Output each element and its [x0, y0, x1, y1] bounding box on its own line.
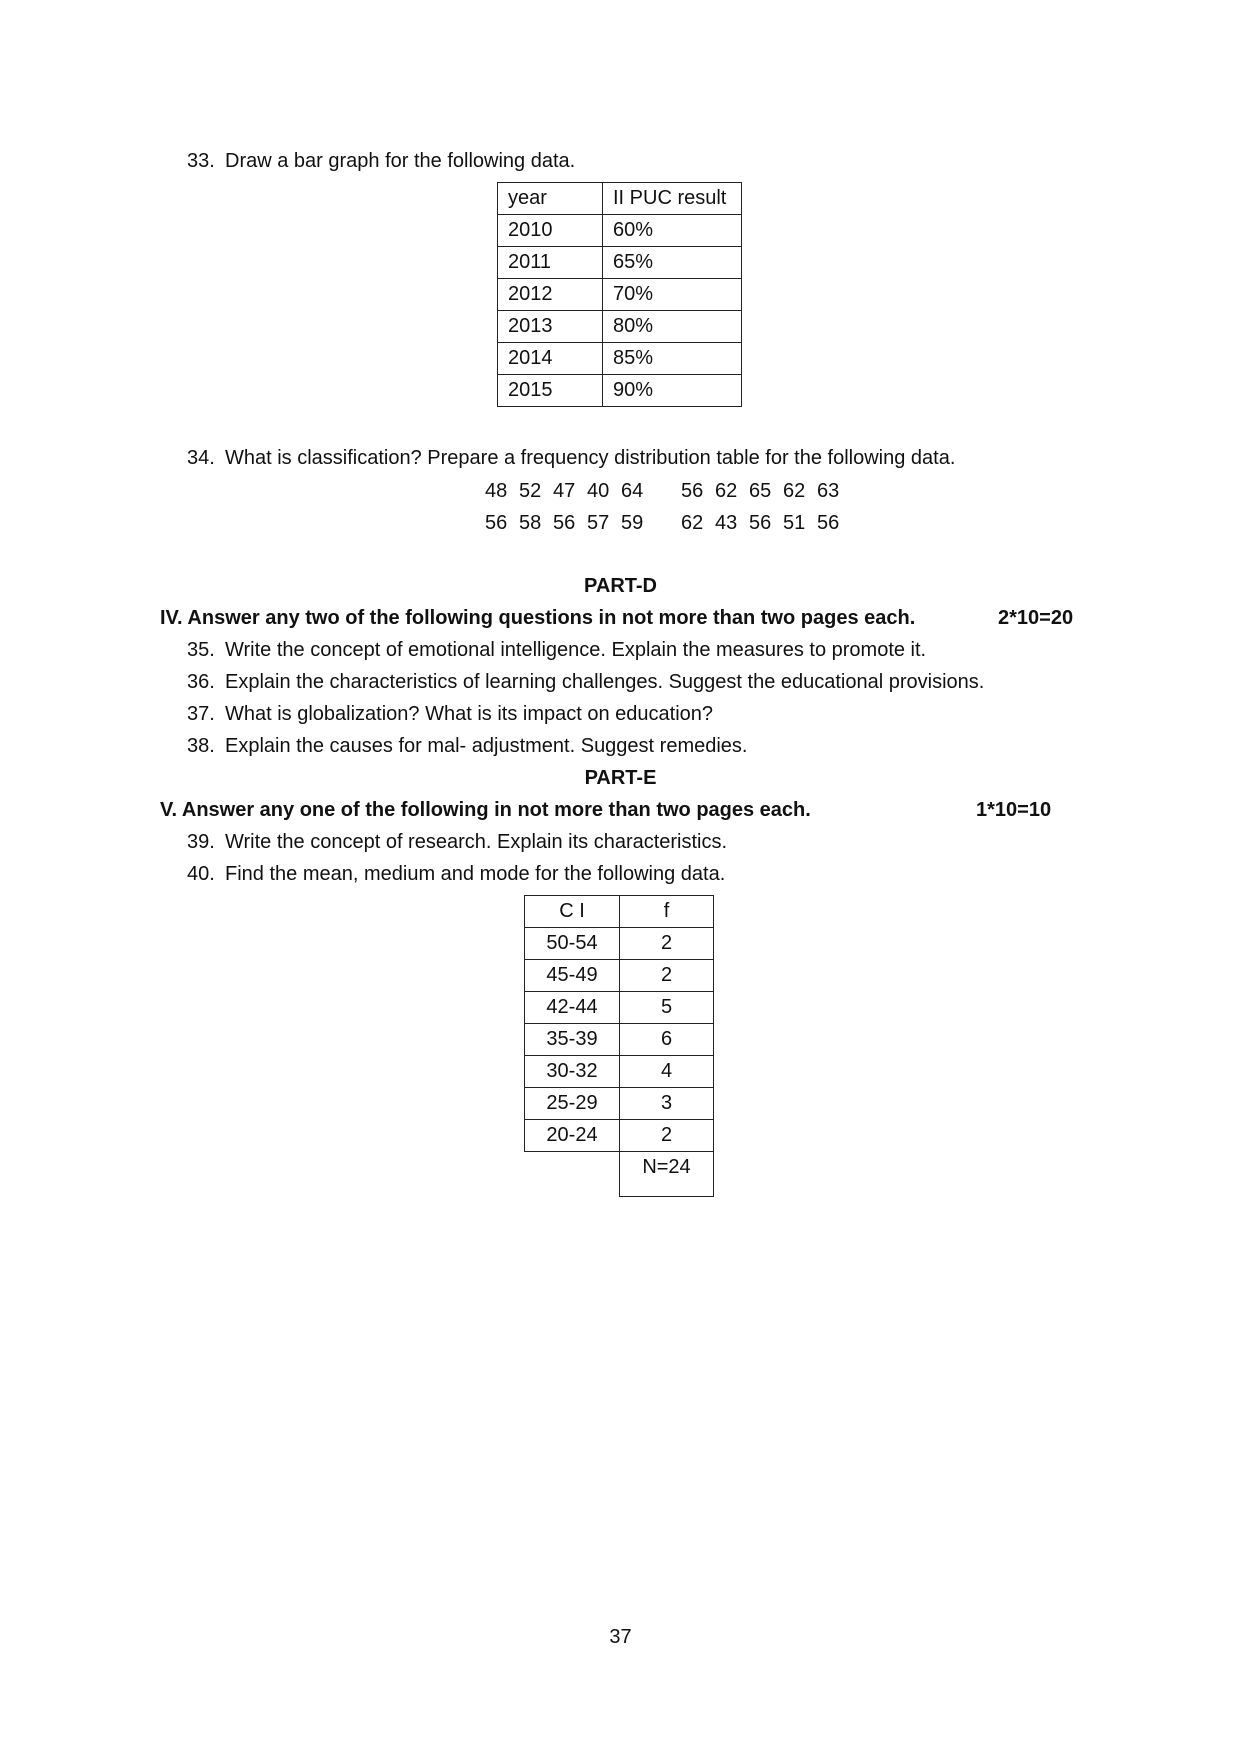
data-value: 56: [681, 480, 704, 502]
table-cell: 5: [620, 992, 714, 1024]
question-number: 35.: [187, 639, 215, 661]
data-value: 56: [817, 512, 840, 534]
question-text: What is classification? Prepare a frequency distribution table for the following data.: [225, 447, 956, 469]
table-header: year: [498, 183, 603, 215]
part-d-marks: 2*10=20: [998, 607, 1074, 629]
question-text: Write the concept of research. Explain its characteristics.: [225, 831, 728, 853]
question-number: 39.: [187, 831, 215, 853]
table-cell: 2014: [498, 343, 603, 375]
data-value: 56: [749, 512, 772, 534]
table-cell: 20-24: [525, 1120, 620, 1152]
question-number: 34.: [187, 447, 215, 469]
table-blank-cell: [525, 1152, 620, 1197]
part-d-heading: PART-D: [584, 575, 657, 597]
table-cell: 2011: [498, 247, 603, 279]
table-header: II PUC result: [603, 183, 742, 215]
data-value: 62: [681, 512, 704, 534]
table-row: [498, 247, 742, 279]
table-cell: 25-29: [525, 1088, 620, 1120]
data-value: 56: [553, 512, 576, 534]
table-row: [525, 992, 714, 1024]
table-row: [525, 960, 714, 992]
question-39: [187, 831, 727, 854]
part-d-instruction: IV. Answer any two of the following questions in not more than two pages each.: [160, 607, 916, 629]
question-text: Explain the causes for mal- adjustment. Suggest remedies.: [225, 735, 748, 757]
table-cell: 2013: [498, 311, 603, 343]
question-number: 36.: [187, 671, 215, 693]
table-row: [498, 279, 742, 311]
table-row: [525, 1088, 714, 1120]
data-value: 64: [621, 480, 644, 502]
frequency-table: [524, 895, 714, 1197]
data-value: 59: [621, 512, 644, 534]
table-row: [525, 1024, 714, 1056]
question-text: Write the concept of emotional intelligence. Explain the measures to promote it.: [225, 639, 927, 661]
table-cell: 85%: [603, 343, 742, 375]
table-cell: 90%: [603, 375, 742, 407]
table-row: [498, 215, 742, 247]
question-number: 40.: [187, 863, 215, 885]
table-cell: 60%: [603, 215, 742, 247]
question-33: [187, 150, 575, 173]
question-number: 37.: [187, 703, 215, 725]
data-value: 56: [485, 512, 508, 534]
table-header-row: [525, 896, 714, 928]
data-value: 51: [783, 512, 806, 534]
table-cell: 45-49: [525, 960, 620, 992]
data-value: 62: [783, 480, 806, 502]
table-row: [525, 1056, 714, 1088]
table-cell: 35-39: [525, 1024, 620, 1056]
question-text: Find the mean, medium and mode for the following data.: [225, 863, 726, 885]
data-value: 52: [519, 480, 542, 502]
table-cell: 2012: [498, 279, 603, 311]
table-row: [498, 343, 742, 375]
result-table: [497, 182, 742, 407]
table-row: [498, 375, 742, 407]
data-value: 40: [587, 480, 610, 502]
data-value: 58: [519, 512, 542, 534]
table-cell: 2: [620, 960, 714, 992]
data-value: 63: [817, 480, 840, 502]
table-cell: 4: [620, 1056, 714, 1088]
data-value: 57: [587, 512, 610, 534]
table-row: [525, 1120, 714, 1152]
data-value: 62: [715, 480, 738, 502]
table-cell: 3: [620, 1088, 714, 1120]
question-number: 38.: [187, 735, 215, 757]
data-value: 65: [749, 480, 772, 502]
question-37: [187, 703, 713, 726]
table-cell: 80%: [603, 311, 742, 343]
question-40: [187, 863, 725, 886]
table-cell: 30-32: [525, 1056, 620, 1088]
table-row: [525, 928, 714, 960]
table-total: N=24: [620, 1152, 714, 1197]
table-cell: 70%: [603, 279, 742, 311]
question-38: [187, 735, 747, 758]
table-cell: 2015: [498, 375, 603, 407]
data-value: 43: [715, 512, 738, 534]
data-value: 47: [553, 480, 576, 502]
question-text: Explain the characteristics of learning challenges. Suggest the educational provisions.: [225, 671, 985, 693]
table-cell: 2: [620, 1120, 714, 1152]
table-total-row: [525, 1152, 714, 1197]
data-value: 48: [485, 480, 508, 502]
table-cell: 2: [620, 928, 714, 960]
question-text: Draw a bar graph for the following data.: [225, 150, 576, 172]
question-number: 33.: [187, 150, 215, 172]
table-cell: 50-54: [525, 928, 620, 960]
table-cell: 6: [620, 1024, 714, 1056]
table-cell: 2010: [498, 215, 603, 247]
part-e-marks: 1*10=10: [976, 799, 1052, 821]
table-header: f: [620, 896, 714, 928]
data-values-row: [485, 512, 851, 535]
question-34: [187, 447, 955, 470]
table-cell: 42-44: [525, 992, 620, 1024]
table-row: [498, 311, 742, 343]
table-header: C I: [525, 896, 620, 928]
page-number: 37: [609, 1626, 632, 1648]
table-header-row: [498, 183, 742, 215]
question-36: [187, 671, 984, 694]
part-e-instruction: V. Answer any one of the following in not more than two pages each.: [160, 799, 811, 821]
part-e-heading: PART-E: [584, 767, 657, 789]
question-text: What is globalization? What is its impact on education?: [225, 703, 714, 725]
question-35: [187, 639, 926, 662]
table-cell: 65%: [603, 247, 742, 279]
data-values-row: [485, 480, 851, 503]
